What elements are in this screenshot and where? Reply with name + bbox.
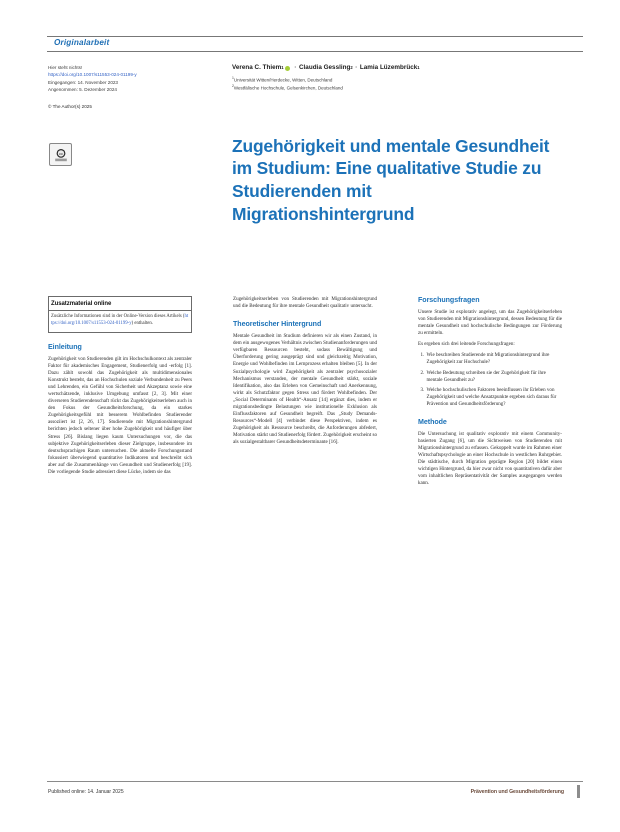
paragraph: Zugehörigkeitserleben von Studierenden mit Migrationshintergrund und die Bedeutung für ihre mentale Gesundheit qualitativ untersucht. (233, 296, 377, 310)
author-sup-1: 1 (281, 65, 284, 71)
orcid-icon[interactable] (285, 66, 290, 71)
supplementary-material-box (48, 296, 192, 333)
supp-text-after: ) enthalten. (131, 321, 153, 327)
svg-text:cc: cc (58, 150, 63, 156)
paragraph: Zugehörigkeit von Studierenden gilt im Hochschulkontext als zentraler Faktor für akademisches Engagement, Studienerfolg und -erfolg [1]. Dazu zählt sowohl das Zugehörigkeit als multidimensionales Konstrukt besteht, das an Hochschulen soziale Verbundenheit zu Peers und Lehrenden, ein Gefühl von Sicherheit und Akzeptanz sowie eine wertschätzende, inklusive Umgebung umfasst [2, 3]. Mit einer diverseren Studierendenschaft rückt das Zugehörigkeitserleben auch in den Fokus der Gesundheitsforschung, da ein starkes Zugehörigkeitsgefühl mit besserem Wohlbefinden Studierender assoziiert ist [2, 26, 17]. Studierende mit Migrationshintergrund berichten jedoch seltener über hohe Zugehörigkeit und häufiger über Stress [26]. Bislang liegen kaum Untersuchungen vor, die das subjektive Zugehörigkeitserleben dieser Zielgruppe, insbesondere im deutschsprachigen Raum untersuchen. Die aktuelle Forschungsstand fokussiert überwiegend quantitative Indikatoren und beschreibt sich aber auf die Zusammenhänge von Gesundheit und Studienerfolg [19]. Die vorliegende Studie adressiert diese Lücke, indem sie das (48, 355, 192, 475)
author-names (232, 64, 577, 73)
heading-einleitung: Einleitung (48, 342, 82, 351)
accepted-date: Angenommen: 5. Dezember 2024 (48, 87, 117, 93)
footer-journal-name: Prävention und Gesundheitsförderung (470, 789, 564, 795)
supp-box-title-bar (48, 297, 192, 311)
author-separator-1: · (294, 64, 297, 71)
supp-box-left-edge (48, 297, 49, 332)
author-sup-2: 2 (350, 65, 353, 71)
article-title: Zugehörigkeit und mentale Gesundheit im Studium: Eine qualitative Studie zu Studierenden mit Migrationshintergrund (232, 135, 550, 224)
heading-theoretischer-hintergrund: Theoretischer Hintergrund (233, 320, 322, 329)
list-item: 1. Wie beschreiben Studierende mit Migrationshintergrund ihre Zugehörigkeit zur Hochschule? (426, 352, 563, 366)
body-column-1 (48, 296, 192, 480)
affiliation-1: $^1$Universität Witten/Herdecke, Witten, Deutschland (232, 76, 333, 83)
author-block (232, 64, 577, 92)
footer-published-online: Published online: 14. Januar 2025 (48, 789, 124, 795)
copyright-line: © The Author(s) 2025 (48, 103, 92, 109)
supp-box-body (48, 311, 192, 331)
doi-link[interactable]: https://doi.org/10.1007/s11553-024-01199-y (48, 72, 137, 78)
paragraph: Es ergeben sich drei leitende Forschungsfragen: (418, 341, 515, 348)
creative-commons-badge-icon (49, 143, 72, 166)
footer-rule (47, 781, 583, 782)
received-date: Eingegangen: 14. November 2023 (48, 79, 118, 85)
author-separator-2: · (355, 64, 358, 71)
footer-page-marker (577, 785, 580, 798)
journal-header-rule (47, 36, 583, 52)
body-column-2 (233, 296, 377, 450)
list-item: 2. Welche Bedeutung schreiben sie der Zugehörigkeit für ihre mentale Gesundheit zu? (426, 370, 563, 384)
supp-box-right-edge (191, 297, 192, 332)
journal-section-label: Originalarbeit (54, 37, 110, 47)
list-item: 3. Welche hochschulischen Faktoren beeinflussen ihr Erleben von Zugehörigkeit und welche Ansatzpunkte ergeben sich daraus für Prävention und Gesundheitsförderung? (426, 387, 563, 408)
research-questions-list (418, 352, 562, 408)
article-metadata (48, 64, 198, 110)
author-sup-3: 1 (417, 65, 420, 71)
heading-forschungsfragen: Forschungsfragen (418, 296, 480, 304)
metadata-heading: Hier steht nichts! (48, 65, 83, 70)
author-name-1: Verena C. Thiem (232, 64, 282, 71)
author-name-3: Lamia Lüzembrück (359, 64, 418, 71)
author-name-2: Claudia Gessling (298, 64, 351, 71)
paragraph: Mentale Gesundheit im Studium definieren wir als einen Zustand, in dem ein ausgewogenes Verhältnis zwischen Studienanforderungen und verfügbaren Ressourcen besteht, sodass Bewältigung und Überforderung gering ausgeprägt sind und gleichzeitig Motivation, Energie und Wohlbefinden im Lernprozess erhalten bleiben [5]. In der Sozialpsychologie wird Zugehörigkeit als zentraler psychosozialer Mechanismus verstanden, der mentale Gesundheit stärkt, soziale Identifikation, also das Erleben von Gemeinschaft und Anerkennung, wirkt als Schutzfaktor gegen Stress und fördert Wohlbefinden. Der „Social Determinants of Health“-Ansatz [14] ergänzt dies, indem er migrationsbedingte Belastungen wie institutionelle Exklusion als Einflussfaktoren auf Gesundheit begreift. Das „Study Demands-Resources“-Modell [4] verbindet diese Perspektiven, indem es Zugehörigkeit als Ressource beschreibt, die Anforderungen abfedert, Motivation stärkt und Studienerfolg fördert. Zugehörigkeit erscheint so als sozialgestaltbarer Gesundheitsdeterminante [16]. (233, 333, 377, 446)
affiliation-2: $^2$Westfälische Hochschule, Gelsenkirchen, Deutschland (232, 84, 343, 91)
affiliations (232, 76, 577, 92)
body-column-3 (418, 296, 562, 492)
supp-box-heading: Zusatzmaterial online (51, 300, 112, 307)
supp-link[interactable]: https://doi.org/10.1007/s11553-024-01199-y (51, 314, 189, 327)
supp-text-before: Zusätzliche Informationen sind in der Online-Version dieses Artikels ( (51, 314, 185, 320)
paragraph: Die Untersuchung ist qualitativ explorativ mit einem Community-basierten Zugang [6], um die Sichtweisen von Studierenden mit Migrationshintergrund zu erfassen. Gekoppelt wurde im Rahmen einer Wirtschaftspsychologie an einer Hochschule in westlichen Ruhrgebiet. Die städtische, durch Migration geprägte Region [20] bildet einen wichtigen Hintergrund, da hier zwar nicht von quantitativen dafür aber vom inhaltlichen Repräsentativität der Samples ausgegangen werden kann. (418, 430, 562, 487)
heading-methode: Methode (418, 417, 447, 426)
paragraph: Unsere Studie ist explorativ angelegt, um das Zugehörigkeitserleben von Studierenden mit Migrationshintergrund, dessen Bedeutung für die mentale Gesundheit und hochschulische Bedingungen zur Förderung zu ermitteln. (418, 309, 562, 337)
